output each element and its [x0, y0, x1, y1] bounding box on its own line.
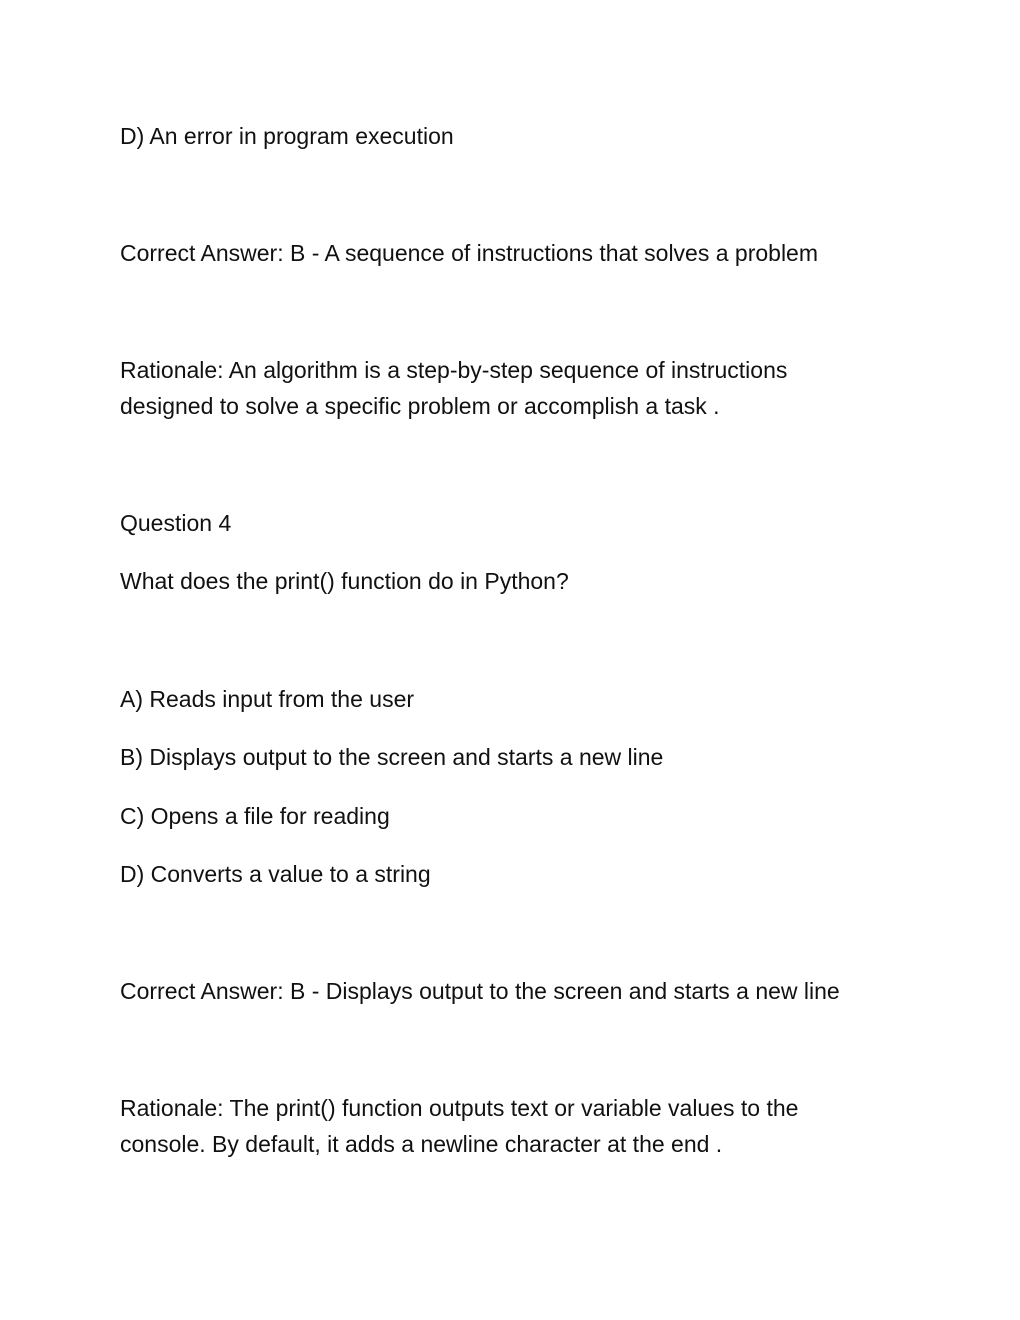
rationale: [120, 1090, 910, 1162]
option-d-prev: D) An error in program execution: [120, 123, 454, 149]
correct-answer: Correct Answer: B - Displays output to the screen and starts a new line: [120, 978, 840, 1004]
correct-answer-prev: Correct Answer: B - A sequence of instructions that solves a problem: [120, 240, 819, 266]
rationale-prev-line-2: designed to solve a specific problem or accomplish a task .: [120, 393, 720, 419]
option-b: B) Displays output to the screen and starts a new line: [120, 744, 664, 770]
rationale-line-2: console. By default, it adds a newline character at the end .: [120, 1131, 723, 1157]
question-prompt: What does the print() function do in Python?: [120, 568, 569, 594]
rationale-prev: [120, 352, 910, 424]
option-d: D) Converts a value to a string: [120, 861, 431, 887]
question-heading: Question 4: [120, 510, 232, 536]
rationale-line-1: Rationale: The print() function outputs text or variable values to the: [120, 1095, 799, 1121]
rationale-prev-line-1: Rationale: An algorithm is a step-by-step sequence of instructions: [120, 357, 788, 383]
option-a: A) Reads input from the user: [120, 686, 415, 712]
option-c: C) Opens a file for reading: [120, 803, 390, 829]
